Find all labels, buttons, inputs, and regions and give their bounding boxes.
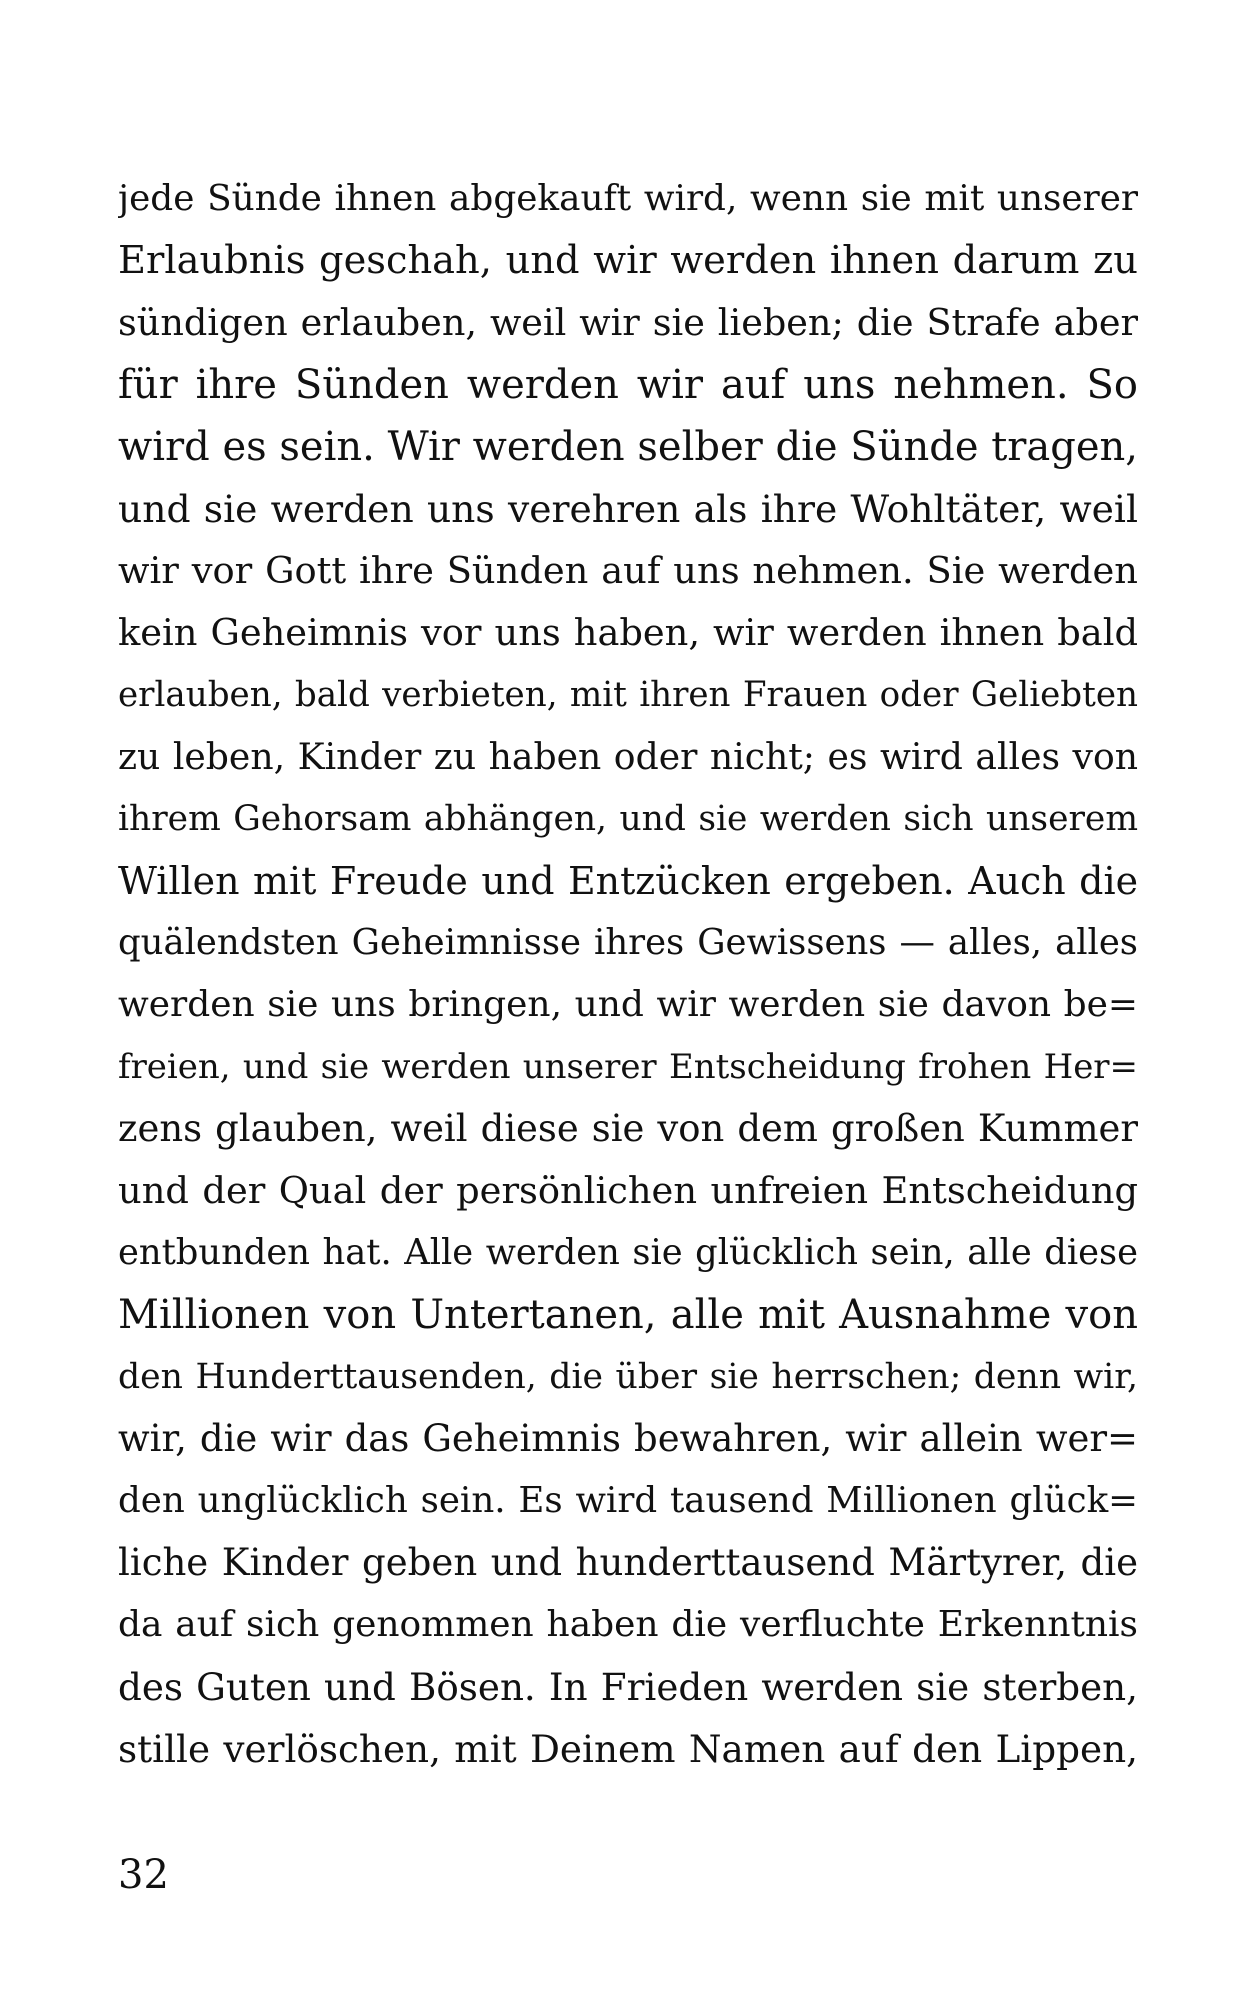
text-line: erlauben, bald verbieten, mit ihren Frauen oder Geliebten [118,675,1138,715]
text-line: zens glauben, weil diese sie von dem großen Kummer [118,1107,1138,1150]
text-line: freien, und sie werden unserer Entscheidung frohen Her= [118,1047,1138,1087]
body-text [118,168,1138,1780]
text-line: jede Sünde ihnen abgekauft wird, wenn sie mit unserer [118,178,1138,219]
text-line: liche Kinder geben und hunderttausend Märtyrer, die [118,1541,1138,1584]
text-line: wir vor Gott ihre Sünden auf uns nehmen. Sie werden [118,549,1138,592]
text-line: werden sie uns bringen, und wir werden sie davon be= [118,984,1138,1025]
text-line: zu leben, Kinder zu haben oder nicht; es wird alles von [118,735,1138,778]
text-line: wird es sein. Wir werden selber die Sünde tragen, [118,424,1138,470]
text-line: den unglücklich sein. Es wird tausend Millionen glück= [118,1480,1138,1521]
text-line: quälendsten Geheimnisse ihres Gewissens — alles, alles [118,922,1138,963]
text-line: des Guten und Bösen. In Frieden werden sie sterben, [118,1665,1138,1709]
text-line: kein Geheimnis vor uns haben, wir werden ihnen bald [118,611,1138,654]
text-line: und sie werden uns verehren als ihre Wohltäter, weil [118,487,1138,531]
text-line: sündigen erlauben, weil wir sie lieben; die Strafe aber [118,301,1138,344]
text-line: stille verlöschen, mit Deinem Namen auf den Lippen, [118,1727,1138,1771]
text-line: entbunden hat. Alle werden sie glücklich sein, alle diese [118,1232,1138,1273]
text-line: da auf sich genommen haben die verfluchte Erkenntnis [118,1604,1138,1645]
text-line: Erlaubnis geschah, und wir werden ihnen darum zu [118,238,1138,283]
text-line: wir, die wir das Geheimnis bewahren, wir allein wer= [118,1417,1138,1460]
page-number: 32 [118,1852,169,1898]
text-line: den Hunderttausenden, die über sie herrschen; denn wir, [118,1357,1138,1397]
text-line: und der Qual der persönlichen unfreien Entscheidung [118,1169,1138,1212]
text-line: Millionen von Untertanen, alle mit Ausnahme von [118,1292,1138,1338]
text-line: ihrem Gehorsam abhängen, und sie werden sich unserem [118,799,1138,839]
text-line: für ihre Sünden werden wir auf uns nehmen. So [118,362,1138,408]
text-line: Willen mit Freude und Entzücken ergeben. Auch die [118,859,1138,903]
